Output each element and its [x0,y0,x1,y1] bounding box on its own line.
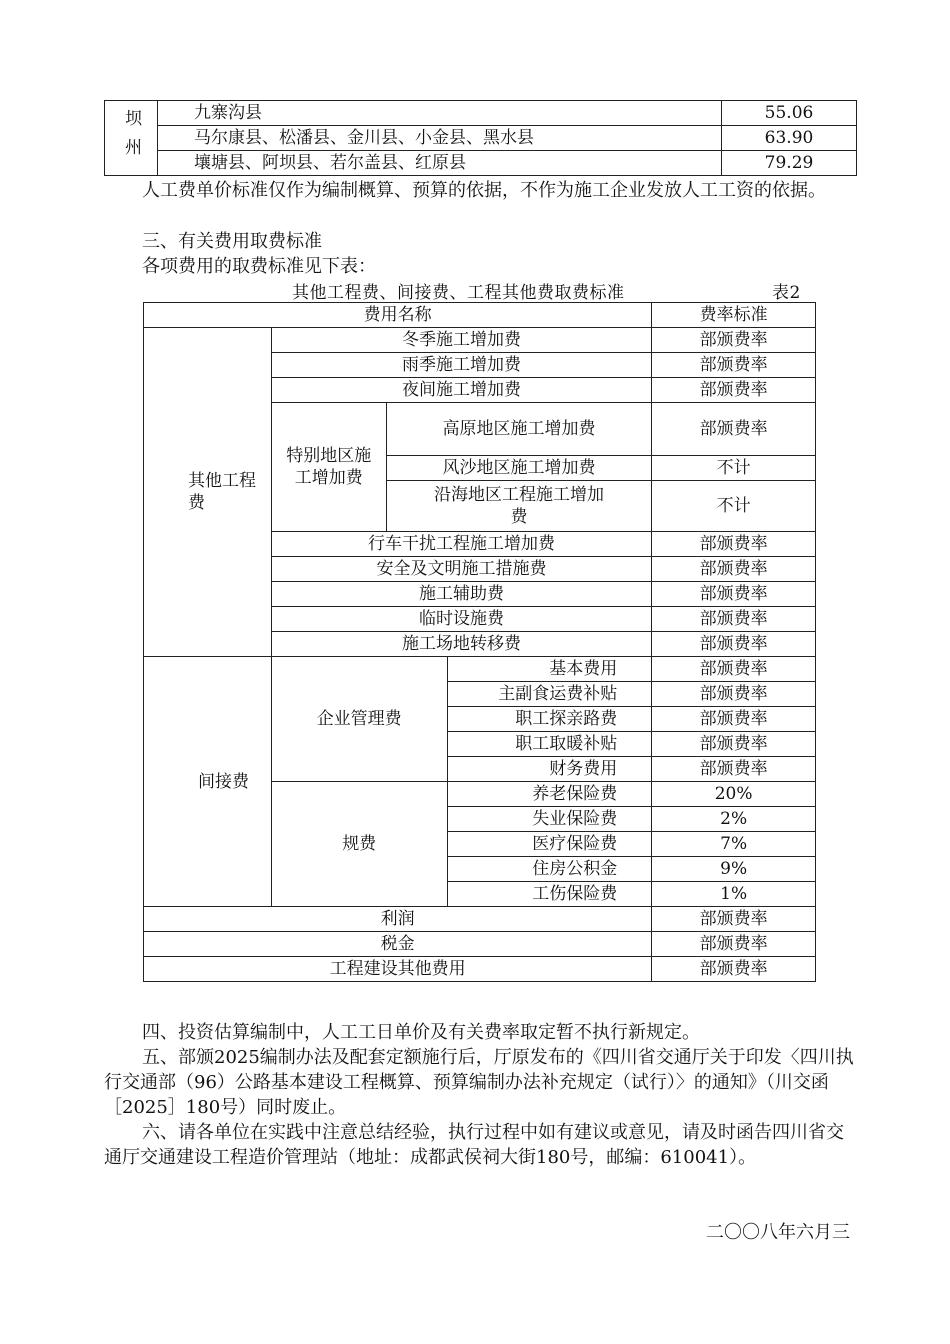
table-header-row [144,303,816,328]
fee-rate: 部颁费率 [652,957,816,982]
fee-rate: 9% [652,857,816,882]
section5: 五、部颁2025编制办法及配套定额施行后，厅原发布的《四川省交通厅关于印发〈四川执行交通部（96）公路基本建设工程概算、预算编制办法补充规定（试行）〉的通知》（川交函［2025］180号）同时废止。 [104,1047,854,1118]
regulatory-label: 规费 [271,782,447,907]
indirect-label: 间接费 [144,657,272,907]
fee-name: 失业保险费 [447,807,652,832]
fee-rate: 部颁费率 [652,328,816,353]
fee-name: 施工场地转移费 [271,632,651,657]
rate-value: 79.29 [722,151,857,176]
fee-name: 工伤保险费 [447,882,652,907]
fee-name: 养老保险费 [447,782,652,807]
fee-rate: 部颁费率 [652,907,816,932]
fee-rate: 部颁费率 [652,378,816,403]
fee-rate: 部颁费率 [652,732,816,757]
fee-name: 临时设施费 [271,607,651,632]
fee-name: 医疗保险费 [447,832,652,857]
table-caption: 其他工程费、间接费、工程其他费取费标准 [292,283,625,303]
fee-rate: 部颁费率 [652,757,816,782]
fee-rate: 不计 [652,481,816,532]
fee-rate: 1% [652,882,816,907]
management-label: 企业管理费 [271,657,447,782]
section3-title: 三、有关费用取费标准 [142,231,322,252]
fee-name: 夜间施工增加费 [271,378,651,403]
rate-value: 63.90 [722,126,857,151]
header-name: 费用名称 [144,303,652,328]
fee-name: 施工辅助费 [271,582,651,607]
fee-name: 财务费用 [447,757,652,782]
fee-rate: 部颁费率 [652,657,816,682]
region-rate-table [104,100,857,176]
fee-rate: 部颁费率 [652,532,816,557]
fee-rate: 部颁费率 [652,632,816,657]
fee-standard-table [143,302,816,982]
section4: 四、投资估算编制中，人工工日单价及有关费率取定暂不执行新规定。 [142,1022,700,1043]
county-list: 马尔康县、松潘县、金川县、小金县、黑水县 [158,126,722,151]
header-rate: 费率标准 [652,303,816,328]
fee-name: 行车干扰工程施工增加费 [271,532,651,557]
county-list: 九寨沟县 [158,101,722,126]
fee-rate: 部颁费率 [652,582,816,607]
labor-note: 人工费单价标准仅作为编制概算、预算的依据，不作为施工企业发放人工工资的依据。 [142,180,826,201]
rate-value: 55.06 [722,101,857,126]
fee-name: 雨季施工增加费 [271,353,651,378]
fee-name: 安全及文明施工措施费 [271,557,651,582]
fee-rate: 部颁费率 [652,932,816,957]
fee-rate: 部颁费率 [652,607,816,632]
special-area-label: 特别地区施工增加费 [271,403,386,532]
fee-rate: 不计 [652,456,816,481]
fee-name: 住房公积金 [447,857,652,882]
fee-rate: 部颁费率 [652,557,816,582]
fee-name: 职工探亲路费 [447,707,652,732]
fee-rate: 部颁费率 [652,403,816,456]
section6: 六、请各单位在实践中注意总结经验，执行过程中如有建议或意见，请及时函告四川省交通厅交通建设工程造价管理站（地址：成都武侯祠大街180号，邮编：610041）。 [104,1122,844,1168]
county-list: 壤塘县、阿坝县、若尔盖县、红原县 [158,151,722,176]
section3-intro: 各项费用的取费标准见下表： [142,256,376,277]
fee-name: 职工取暖补贴 [447,732,652,757]
document-date: 二〇〇八年六月三 [706,1222,850,1243]
fee-rate: 部颁费率 [652,353,816,378]
fee-name: 沿海地区工程施工增加费 [386,481,652,532]
fee-rate: 7% [652,832,816,857]
fee-name: 工程建设其他费用 [144,957,652,982]
fee-name: 基本费用 [447,657,652,682]
fee-rate: 部颁费率 [652,682,816,707]
other-costs-label: 其他工程费 [144,328,272,657]
table-number: 表2 [772,283,801,303]
fee-name: 高原地区施工增加费 [386,403,652,456]
fee-rate: 20% [652,782,816,807]
fee-rate: 部颁费率 [652,707,816,732]
fee-name: 冬季施工增加费 [271,328,651,353]
fee-name: 利润 [144,907,652,932]
fee-name: 风沙地区施工增加费 [386,456,652,481]
region-name: 坝州 [105,101,158,176]
fee-rate: 2% [652,807,816,832]
fee-name: 税金 [144,932,652,957]
fee-name: 主副食运费补贴 [447,682,652,707]
